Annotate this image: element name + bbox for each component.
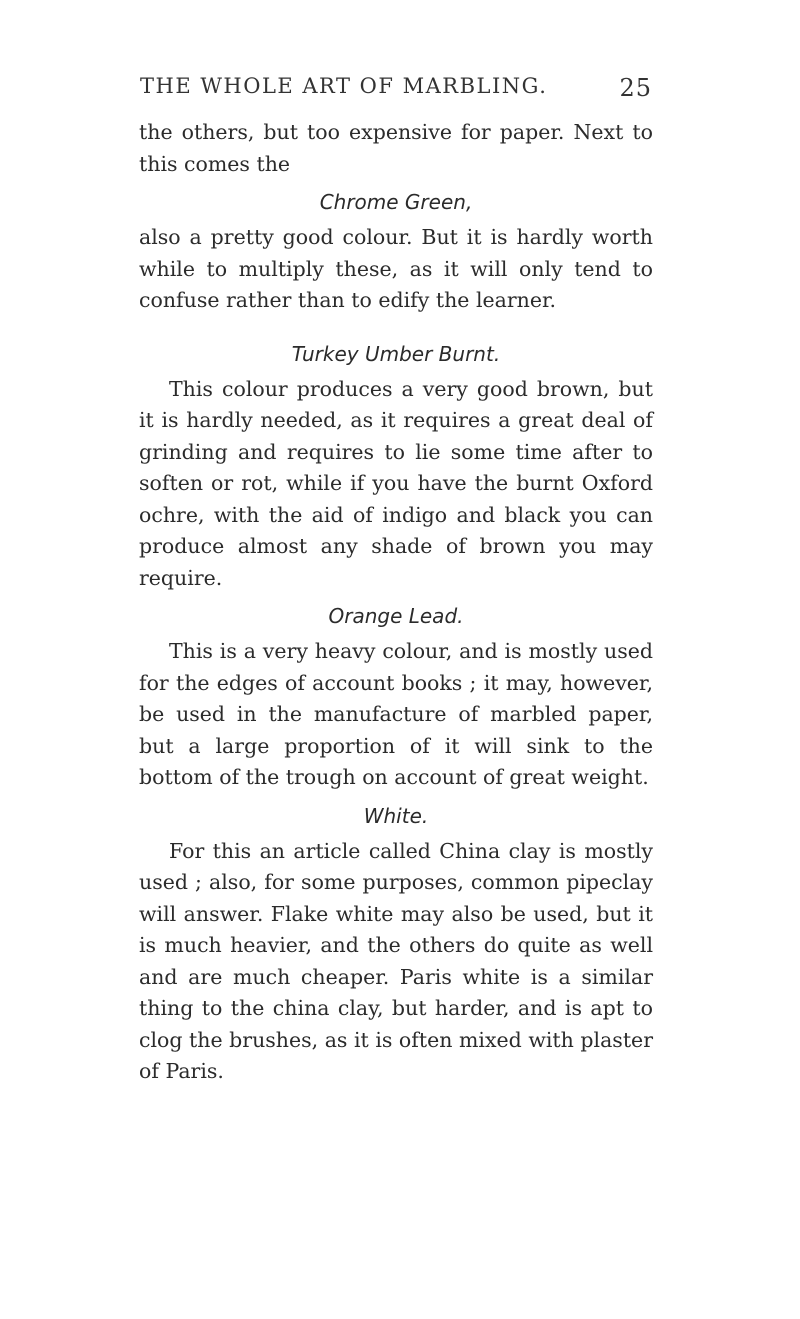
paragraph-white: For this an article called China clay is mostly used ; also, for some purposes, common pipeclay will answer. Flake white may also be used, but it is much heavier, and the others do quite as well and are much cheaper. Paris white is a similar thing to the china clay, but harder, and is apt to clog the brushes, as it is often mixed with plaster of Paris. xyxy=(139,838,653,1083)
paragraph-turkey-umber: This colour produces a very good brown, but it is hardly needed, as it requires a great deal of grinding and requires to lie some time after to soften or rot, while if you have the burnt Oxford ochre, with the aid of indigo and black you can produce almost any shade of brown you may require. xyxy=(139,376,653,590)
section-heading-chrome-green: Chrome Green, xyxy=(319,190,473,214)
running-head xyxy=(140,74,652,102)
paragraph-orange-lead: This is a very heavy colour, and is mostly used for the edges of account books ; it may, however, be used in the manufacture of marbled paper, but a large proportion of it will sink to the bottom of the trough on account of great weight. xyxy=(139,639,653,789)
paragraph-continuation: the others, but too expensive for paper. Next to this comes the xyxy=(139,120,653,176)
paragraph-chrome-green: also a pretty good colour. But it is hardly worth while to multiply these, as it will only tend to confuse rather than to edify the learner. xyxy=(139,225,653,312)
body-text xyxy=(139,117,653,1088)
section-heading-orange-lead: Orange Lead. xyxy=(328,604,464,628)
running-title: THE WHOLE ART OF MARBLING. xyxy=(140,74,548,98)
section-heading-white: White. xyxy=(363,803,429,828)
page-number: 25 xyxy=(619,74,652,102)
section-heading-turkey-umber: Turkey Umber Burnt. xyxy=(291,341,501,366)
